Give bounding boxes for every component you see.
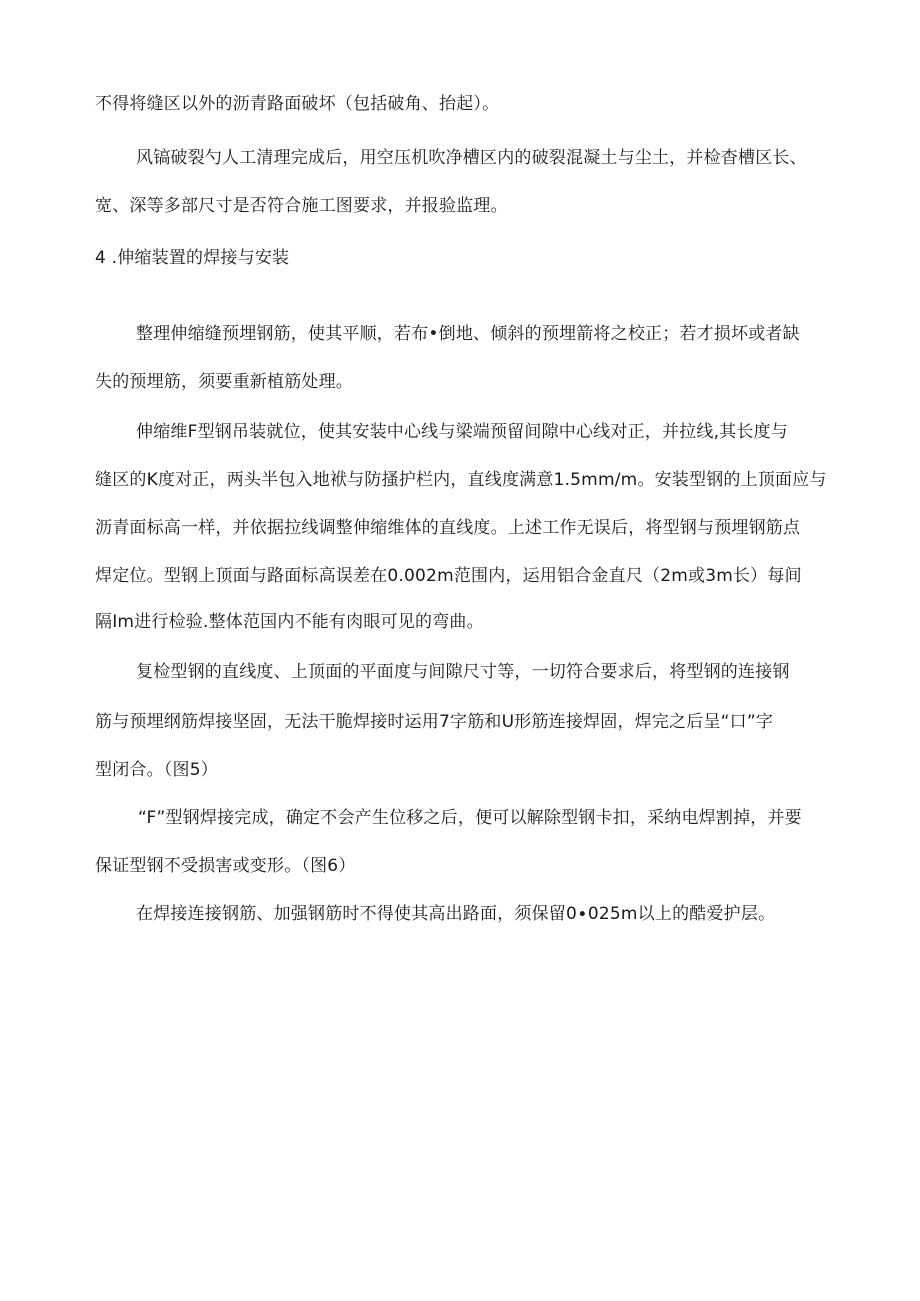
paragraph-line: 隔Im进行检验.整体范国内不能有肉眼可见的弯曲。 <box>95 612 484 632</box>
paragraph-line: 缝区的K度对正，两头半包入地袱与防搔护栏内，直线度满意1.5mm∕m。安装型钢的上顶面应与 <box>95 470 827 490</box>
paragraph-line: 不得将缝区以外的沥青路面破坏（包括破角、抬起）。 <box>95 94 500 114</box>
paragraph-line: 失的预埋筋，须要重新植筋处理。 <box>95 372 353 392</box>
section-heading: 4 .伸缩装置的焊接与安装 <box>95 248 290 268</box>
paragraph-line: 保证型钢不受损害或变形。（图6） <box>95 856 356 876</box>
paragraph-line: 复检型钢的直线度、上顶面的平面度与间隙尺寸等，一切符合要求后，将型钢的连接钢 <box>136 662 790 682</box>
paragraph-line: 型闭合。（图5） <box>95 760 218 780</box>
paragraph-line: 风镐破裂勺人工清理完成后，用空压机吹净槽区内的破裂混凝土与尘土，并检杳槽区长、 <box>136 148 807 168</box>
paragraph-line: 筋与预埋纲筋焊接坚固，无法干脆焊接时运用7字筋和U形筋连接焊固，焊完之后呈“口”字 <box>95 712 774 732</box>
paragraph-line: 宽、深等多部尺寸是否符合施工图要求，并报验监理。 <box>95 196 508 216</box>
paragraph-line: 伸缩维F型钢吊装就位，使其安装中心线与梁端预留间隙中心线对正，并拉线,其长度与 <box>136 422 788 442</box>
paragraph-line: 整理伸缩缝预埋钢筋，使其平顺，若布•倒地、倾斜的预埋箭将之校正；若才损坏或者缺 <box>136 324 800 344</box>
paragraph-line: “F”型钢焊接完成，确定不会产生位移之后，便可以解除型钢卡扣，采纳电焊割掉，并要 <box>138 808 802 828</box>
paragraph-line: 在焊接连接钢筋、加强钢筋时不得使其高出路面，须保留0∙025m以上的酷爱护层。 <box>136 904 776 924</box>
paragraph-line: 焊定位。型钢上顶面与路面标高误差在0.002m范围内，运用铝合金直尺（2m或3m长）每间 <box>95 566 802 586</box>
paragraph-line: 沥青面标高一样，并依据拉线调整伸缩维体的直线度。上述工作无误后，将型钢与预埋钢筋点 <box>95 518 801 538</box>
